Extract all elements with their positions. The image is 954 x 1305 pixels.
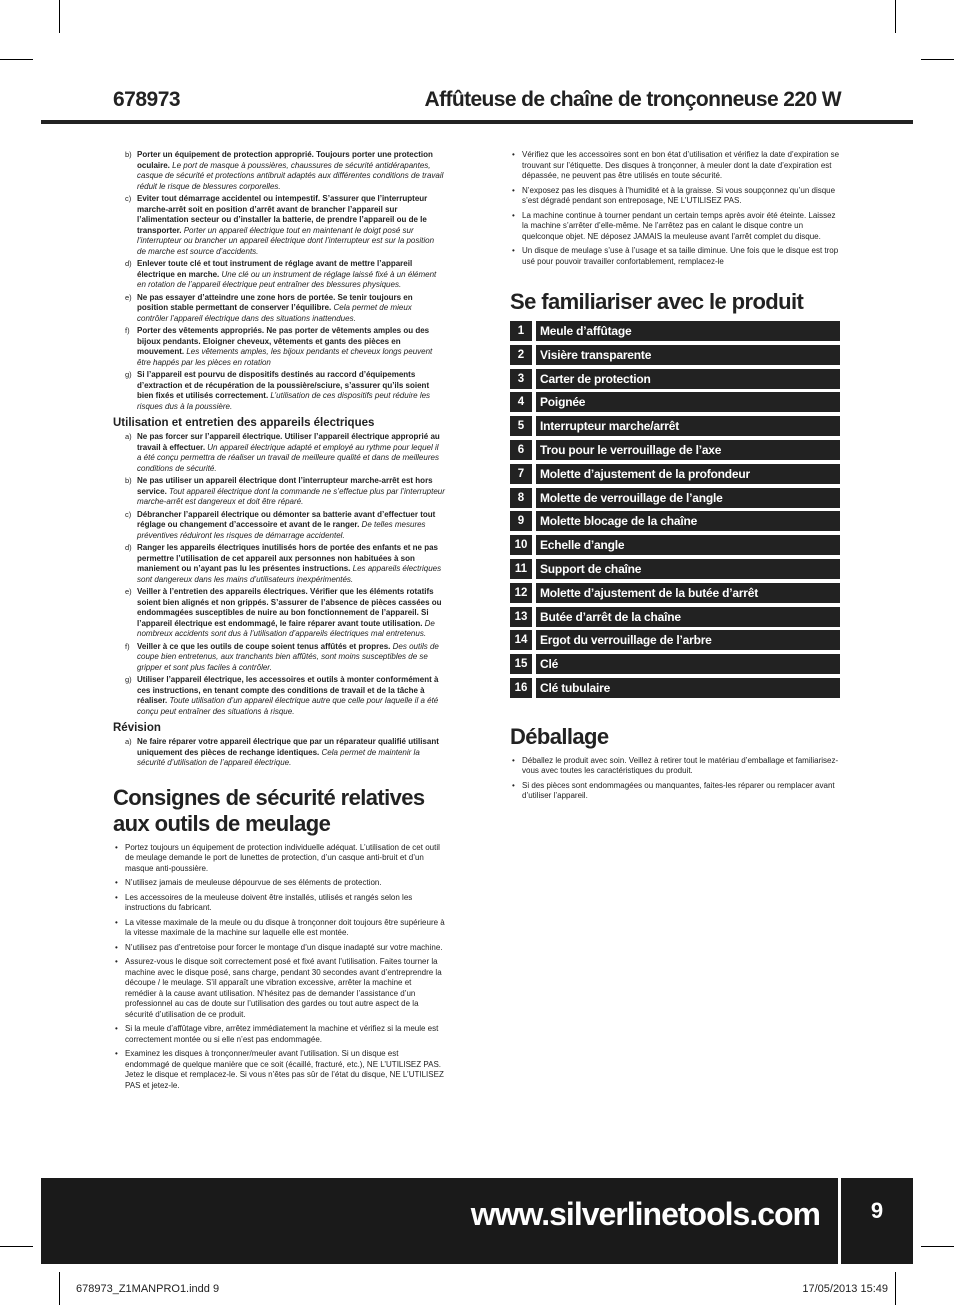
list-item <box>113 150 445 192</box>
item-bold-text: Eviter tout démarrage accidentel ou intempestif. S’assurer que l’interrupteur marche-arrêt soit en position d’arrêt avant de brancher l’appareil sur l’alimentation secteur ou d’installer la batterie, de prendre l’appareil ou de le transporter. <box>137 194 428 235</box>
item-bold-text: Si l’appareil est pourvu de dispositifs destinés au raccord d’équipements d’extraction et de récupération de la poussière/sciure, s’assurer qu’ils soient bien fixés et utilisés correctement. <box>137 370 430 400</box>
list-item <box>113 675 445 717</box>
part-name: Molette blocage de la chaîne <box>536 511 840 531</box>
item-marker: a) <box>125 432 132 441</box>
safety-list-personal <box>113 150 445 412</box>
list-item <box>113 737 445 769</box>
bullet-item: • Si des pièces sont endommagées ou manquantes, faites-les réparer ou remplacer avant d’utiliser l’appareil. <box>510 781 840 802</box>
item-marker: d) <box>125 259 132 268</box>
bullet-item: • Les accessoires de la meuleuse doivent être installés, utilisés et rangés selon les instructions du fabricant. <box>113 893 445 914</box>
bullet-item: • Si la meule d’affûtage vibre, arrêtez immédiatement la machine et vérifiez si la meule est correctement montée ou si elle n’est pas endommagée. <box>113 1024 445 1045</box>
item-bold-text: Veiller à l’entretien des appareils électriques. Vérifier que les éléments rotatifs soient bien alignés et non grippés. S’assurer de l’absence de pièces cassées ou endommagées susceptibles de nuire au bon fonctionnement de l’appareil. Si l’appareil électrique est endommagé, le faire réparer avant toute utilisation. <box>137 587 442 628</box>
part-name: Clé <box>536 654 840 674</box>
item-marker: g) <box>125 370 132 379</box>
parts-list <box>510 321 840 698</box>
part-row <box>510 369 840 389</box>
part-row <box>510 678 840 698</box>
part-row <box>510 630 840 650</box>
grinding-bullets <box>113 843 445 1092</box>
bullet-item: • Vérifiez que les accessoires sont en bon état d’utilisation et vérifiez la date d’expiration se trouvant sur l’étiquette. Des disques à tronçonner, à meuler dont la date d’expiration est dépassée, ne peuvent pas être utilisés en toute sécurité. <box>510 150 840 182</box>
item-bold-text: Ne pas utiliser un appareil électrique dont l’interrupteur marche-arrêt est hors service. <box>137 476 433 496</box>
item-marker: d) <box>125 543 132 552</box>
bullet-item: • La machine continue à tourner pendant un certain temps après avoir été éteinte. Laissez la machine s’arrêter d’elle-même. Ne l’arrêtez pas en calant le disque contre un quelconque objet. NE déposez JAMAIS la meuleuse avant l’arrêt complet du disque. <box>510 211 840 243</box>
item-italic-text: L’utilisation de ces dispositifs peut réduire les risques dus à la poussière. <box>137 391 431 411</box>
slug-date: 17/05/2013 15:49 <box>802 1283 888 1295</box>
section-heading-product: Se familiariser avec le produit <box>510 289 804 314</box>
part-name: Poignée <box>536 392 840 412</box>
footer-bar <box>41 1178 913 1264</box>
list-item <box>113 642 445 674</box>
crop-mark <box>921 59 954 60</box>
bullet-item: • N’exposez pas les disques à l’humidité et à la graisse. Si vous soupçonnez qu’un disque s’est dégradé pendant son entreposage, NE L’UTILISEZ PAS. <box>510 186 840 207</box>
part-row <box>510 654 840 674</box>
item-italic-text: Un appareil électrique adapté et employé au rythme pour lequel il a été conçu permettra de réaliser un travail de meilleure qualité et dans de meilleures conditions de sécurité. <box>137 442 439 473</box>
part-number: 5 <box>510 416 532 436</box>
item-italic-text: Toute utilisation d’un appareil électrique autre que celle pour laquelle il a été conçu peut entraîner des situations à risque. <box>137 696 439 716</box>
section-heading-unpacking: Déballage <box>510 723 609 749</box>
item-bold-text: Utiliser l’appareil électrique, les accessoires et outils à monter conformément à ces instructions, en tenant compte des conditions de travail et de la tâche à réaliser. <box>137 675 439 705</box>
item-italic-text: Porter un appareil électrique tout en maintenant le doigt posé sur l’interrupteur ou brancher un appareil électrique dont l’interrupteur est sur la position de marche est source d’accidents. <box>137 225 435 256</box>
item-italic-text: De telles mesures préventives réduiront les risques de démarrage accidentel. <box>137 520 426 540</box>
part-number: 14 <box>510 630 532 650</box>
bullet-item: • N’utilisez pas d’entretoise pour forcer le montage d’un disque inadapté sur votre machine. <box>113 943 445 954</box>
part-number: 16 <box>510 678 532 698</box>
list-item <box>113 194 445 257</box>
item-italic-text: Une clé ou un instrument de réglage laissé fixé à un élément en rotation de l’appareil électrique peut entraîner des blessures physiques. <box>137 269 437 289</box>
right-column <box>510 150 840 806</box>
list-item <box>113 476 445 508</box>
item-italic-text: Des outils de coupe bien entretenus, aux tranchants bien affûtés, sont moins susceptibles de se gripper et sont plus faciles à contrôler. <box>137 641 439 672</box>
part-row <box>510 345 840 365</box>
part-number: 8 <box>510 488 532 508</box>
item-bold-text: Ne pas essayer d’atteindre une zone hors de portée. Se tenir toujours en position stable permettant de conserver l’équilibre. <box>137 292 413 312</box>
subheading-usage: Utilisation et entretien des appareils électriques <box>113 417 375 429</box>
list-item <box>113 326 445 368</box>
part-row <box>510 607 840 627</box>
safety-list-revision <box>113 737 445 769</box>
product-code: 678973 <box>113 88 181 111</box>
item-bold-text: Ne faire réparer votre appareil électrique que par un réparateur qualifié utilisant uniquement des pièces de rechange identiques. <box>137 737 439 757</box>
part-row <box>510 559 840 579</box>
website-link[interactable]: www.silverlinetools.com <box>470 1196 820 1232</box>
part-number: 11 <box>510 559 532 579</box>
list-item <box>113 587 445 640</box>
slug-filename: 678973_Z1MANPRO1.indd 9 <box>76 1283 220 1295</box>
item-bold-text: Veiller à ce que les outils de coupe soient tenus affûtés et propres. <box>137 641 391 651</box>
crop-mark <box>921 1246 954 1247</box>
list-item <box>113 432 445 474</box>
item-marker: f) <box>125 641 130 651</box>
item-bold-text: Enlever toute clé et tout instrument de réglage avant de mettre l’appareil électrique en marche. <box>137 259 413 279</box>
part-row <box>510 440 840 460</box>
item-italic-text: Les vêtements amples, les bijoux pendants et cheveux longs peuvent être happés par les pièces en rotation <box>137 347 433 367</box>
crop-mark <box>59 1272 60 1305</box>
subheading-revision: Révision <box>113 722 161 734</box>
part-number: 3 <box>510 369 532 389</box>
item-marker: e) <box>125 292 132 302</box>
section-heading-grinding: Consignes de sécurité relatives aux outils de meulage <box>113 784 425 836</box>
page-title: Affûteuse de chaîne de tronçonneuse 220 W <box>424 88 841 111</box>
part-name: Butée d’arrêt de la chaîne <box>536 607 840 627</box>
item-italic-text: Cela permet de maintenir la sécurité d’utilisation de l’appareil électrique. <box>137 747 420 767</box>
part-name: Support de chaîne <box>536 559 840 579</box>
part-row <box>510 392 840 412</box>
bullet-item: • Un disque de meulage s’use à l’usage et sa taille diminue. Une fois que le disque est trop usé pour pouvoir travailler confortablement, remplacez-le <box>510 246 840 267</box>
part-row <box>510 416 840 436</box>
item-marker: e) <box>125 587 132 596</box>
part-row <box>510 464 840 484</box>
part-name: Molette d’ajustement de la butée d’arrêt <box>536 583 840 603</box>
item-marker: g) <box>125 675 132 684</box>
crop-mark <box>895 1272 896 1305</box>
list-item <box>113 543 445 585</box>
header-rule <box>41 120 913 124</box>
part-name: Visière transparente <box>536 345 840 365</box>
part-name: Molette de verrouillage de l’angle <box>536 488 840 508</box>
part-row <box>510 321 840 341</box>
bullet-item: • Assurez-vous le disque soit correctement posé et fixé avant l’utilisation. Faites tourner la machine avec le disque posé, sans charge, pendant 30 secondes avant d’entreprendre la découpe / le meulage. S’il apparaît une vibration excessive, arrêter la machine et remédier à la cause avant utilisation. N’hésitez pas de demander l’assistance d’un professionnel au cas de doute sur l’utilisation des gardes ou tout autre aspect de la sécurité d’utilisation de ce produit. <box>113 957 445 1020</box>
item-marker: c) <box>125 194 132 203</box>
disc-bullets <box>510 150 840 267</box>
list-item <box>113 510 445 542</box>
unpacking-bullets <box>510 756 840 802</box>
crop-mark <box>0 59 33 60</box>
item-italic-text: Cela permet de mieux contrôler l’appareil électrique dans des situations inattendues. <box>137 303 412 323</box>
item-bold-text: Ne pas forcer sur l’appareil électrique. Utiliser l’appareil électrique approprié au travail à effectuer. <box>137 432 440 452</box>
part-name: Trou pour le verrouillage de l’axe <box>536 440 840 460</box>
item-bold-text: Débrancher l’appareil électrique ou démonter sa batterie avant d’effectuer tout réglage ou changement d’accessoire et avant de le ranger. <box>137 509 436 529</box>
part-name: Meule d’affûtage <box>536 321 840 341</box>
part-number: 12 <box>510 583 532 603</box>
bullet-item: • Déballez le produit avec soin. Veillez à retirer tout le matériau d’emballage et familiarisez-vous avec toutes les caractéristiques du produit. <box>510 756 840 777</box>
page-number: 9 <box>870 1198 884 1223</box>
crop-mark <box>59 0 60 33</box>
list-item <box>113 259 445 291</box>
part-row <box>510 583 840 603</box>
bullet-item: • La vitesse maximale de la meule ou du disque à tronçonner doit toujours être supérieure à la vitesse maximale de la machine sur laquelle elle est montée. <box>113 918 445 939</box>
bullet-item: • Portez toujours un équipement de protection individuelle adéquat. L’utilisation de cet outil de meulage demande le port de lunettes de protection, d’un casque anti-bruit et d’un masque anti-poussière. <box>113 843 445 875</box>
part-name: Echelle d’angle <box>536 535 840 555</box>
item-marker: a) <box>125 737 132 746</box>
item-italic-text: Les appareils électriques sont dangereux dans les mains d’utilisateurs inexpérimentés. <box>137 564 442 584</box>
bullet-item: • N’utilisez jamais de meuleuse dépourvue de ses éléments de protection. <box>113 878 445 889</box>
part-name: Clé tubulaire <box>536 678 840 698</box>
left-column <box>113 150 445 1095</box>
part-number: 2 <box>510 345 532 365</box>
page-number-box <box>838 1178 913 1264</box>
item-marker: f) <box>125 326 130 335</box>
crop-mark <box>895 0 896 33</box>
item-bold-text: Porter des vêtements appropriés. Ne pas porter de vêtements amples ou des bijoux pendants. Eloigner cheveux, vêtements et gants des pièces en mouvement. <box>137 326 430 356</box>
part-row <box>510 511 840 531</box>
part-number: 1 <box>510 321 532 341</box>
part-number: 15 <box>510 654 532 674</box>
crop-mark <box>0 1246 33 1247</box>
part-row <box>510 488 840 508</box>
part-number: 10 <box>510 535 532 555</box>
part-number: 7 <box>510 464 532 484</box>
item-marker: c) <box>125 509 132 519</box>
bullet-item: • Examinez les disques à tronçonner/meuler avant l’utilisation. Si un disque est endommagé de quelque manière que ce soit (écaillé, fracturé, etc.), NE L’UTILISEZ PAS. Jetez le disque et remplacez-le. Si vous n’êtes pas sûr de l’état du disque, NE L’UTILISEZ PAS et jetez-le. <box>113 1049 445 1091</box>
list-item <box>113 293 445 325</box>
page-header <box>113 88 841 118</box>
item-italic-text: De nombreux accidents sont dus à l’utilisation d’appareils électriques mal entretenus. <box>137 618 435 638</box>
part-number: 9 <box>510 511 532 531</box>
part-name: Ergot du verrouillage de l’arbre <box>536 630 840 650</box>
part-name: Carter de protection <box>536 369 840 389</box>
part-number: 13 <box>510 607 532 627</box>
item-italic-text: Tout appareil électrique dont la commande ne s’effectue plus par l’interrupteur marche-arrêt est dangereux et doit être réparé. <box>137 486 445 506</box>
item-bold-text: Ranger les appareils électriques inutilisés hors de portée des enfants et ne pas permettre l’utilisation de cet appareil aux personnes non habituées à son maniement ou n’ayant pas lu les présentes instructions. <box>137 543 438 573</box>
safety-list-usage <box>113 432 445 717</box>
part-name: Molette d’ajustement de la profondeur <box>536 464 840 484</box>
part-row <box>510 535 840 555</box>
item-marker: b) <box>125 476 132 485</box>
item-marker: b) <box>125 150 132 159</box>
part-number: 4 <box>510 392 532 412</box>
part-name: Interrupteur marche/arrêt <box>536 416 840 436</box>
item-italic-text: Le port de masque à poussières, chaussures de sécurité antidérapantes, casque de sécurité et protections antibruit adaptés aux différentes conditions de travail réduit le risque de blessures corporelles. <box>137 160 444 191</box>
part-number: 6 <box>510 440 532 460</box>
item-bold-text: Porter un équipement de protection approprié. Toujours porter une protection oculaire. <box>137 150 433 170</box>
list-item <box>113 370 445 412</box>
